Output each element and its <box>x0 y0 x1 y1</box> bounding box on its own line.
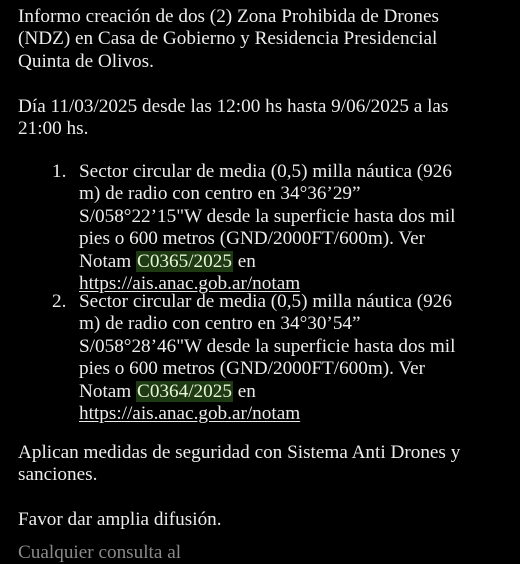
sector-line: pies o 600 metros (GND/2000FT/600m). Ver <box>79 228 426 250</box>
sector-line: Sector circular de media (0,5) milla náutica (926 <box>79 161 452 182</box>
sector-line: pies o 600 metros (GND/2000FT/600m). Ver <box>79 358 426 380</box>
cut-off-line: Cualquier consulta al <box>18 542 182 563</box>
sector-list <box>0 161 520 425</box>
sector-description <box>79 291 509 425</box>
sector-line: S/058°22’15"W desde la superficie hasta dos mil <box>79 205 456 227</box>
sector-line: S/058°28’46"W desde la superficie hasta dos mil <box>79 335 456 357</box>
intro-line: (NDZ) en Casa de Gobierno y Residencia Presidencial <box>18 28 438 50</box>
sector-item-2 <box>0 291 520 425</box>
security-paragraph <box>18 442 508 487</box>
sector-description <box>79 161 509 295</box>
intro-paragraph <box>18 6 508 73</box>
closing-line: Favor dar amplia difusión. <box>18 509 222 530</box>
notam-code[interactable]: C0365/2025 <box>137 250 232 272</box>
notam-reference <box>79 381 509 403</box>
date-line: Día 11/03/2025 desde las 12:00 hs hasta 9/06/2025 a las <box>18 96 449 117</box>
notam-prefix: Notam <box>79 380 137 402</box>
notam-prefix: Notam <box>79 250 137 272</box>
security-line: Aplican medidas de seguridad con Sistema Anti Drones y <box>18 442 461 463</box>
security-line: sanciones. <box>18 464 98 486</box>
sector-line: m) de radio con centro en 34°30’54” <box>79 313 361 335</box>
sector-item-1 <box>0 161 520 295</box>
sector-number: 2. <box>52 291 67 312</box>
notam-link[interactable]: https://ais.anac.gob.ar/notam <box>79 273 301 295</box>
notam-reference <box>79 251 509 273</box>
notam-suffix: en <box>232 250 256 272</box>
closing-paragraph <box>18 509 508 531</box>
date-paragraph <box>18 96 508 141</box>
sector-line: Sector circular de media (0,5) milla náutica (926 <box>79 291 452 312</box>
notam-code[interactable]: C0364/2025 <box>137 380 232 402</box>
notam-suffix: en <box>232 380 256 402</box>
date-line: 21:00 hs. <box>18 118 89 140</box>
notam-link[interactable]: https://ais.anac.gob.ar/notam <box>79 403 301 425</box>
sector-line: m) de radio con centro en 34°36’29” <box>79 183 361 205</box>
cut-off-paragraph <box>18 542 508 564</box>
intro-line: Informo creación de dos (2) Zona Prohibida de Drones <box>18 6 439 27</box>
intro-line: Quinta de Olivos. <box>18 50 154 72</box>
notam-link-line <box>79 403 509 425</box>
sector-number: 1. <box>52 161 67 182</box>
